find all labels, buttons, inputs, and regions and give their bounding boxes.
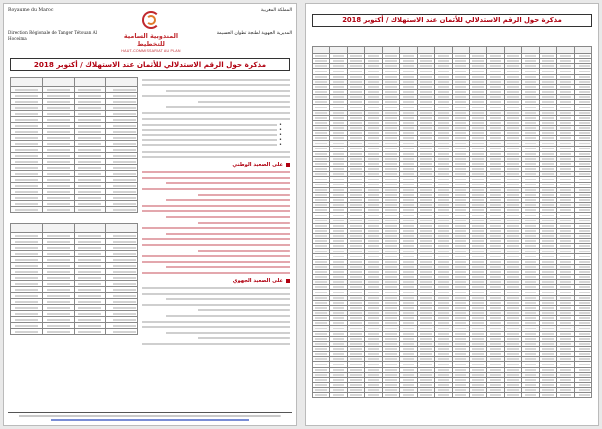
table-cell: [42, 165, 74, 171]
national-paragraph: [142, 170, 290, 275]
row-label: [106, 207, 138, 213]
table-cell: [11, 329, 43, 335]
table-cell: [11, 141, 43, 147]
text-line: [142, 325, 290, 329]
table-cell: [11, 171, 43, 177]
table-cell: [74, 239, 106, 245]
column-header: [469, 47, 486, 54]
table-cell: [42, 183, 74, 189]
table-cell: [347, 393, 364, 398]
table-cell: [42, 99, 74, 105]
footer-line: [51, 418, 250, 422]
table-cell: [382, 393, 399, 398]
table-cell: [11, 287, 43, 293]
table-cell: [42, 141, 74, 147]
column-header: [539, 47, 556, 54]
column-header: [487, 47, 504, 54]
table-cell: [42, 299, 74, 305]
column-header: [11, 78, 43, 87]
table-cell: [74, 111, 106, 117]
table-cell: [11, 99, 43, 105]
table-cell: [42, 293, 74, 299]
table-cell: [417, 393, 434, 398]
text-line: [142, 170, 290, 174]
table-cell: [42, 117, 74, 123]
table-cell: [400, 393, 417, 398]
table-cell: [435, 393, 452, 398]
text-line: [142, 117, 290, 121]
column-header: [574, 47, 591, 54]
table-cell: [74, 281, 106, 287]
table-cell: [74, 233, 106, 239]
table-cell: [11, 135, 43, 141]
table-cell: [11, 311, 43, 317]
table-cell: [42, 269, 74, 275]
column-header: [417, 47, 434, 54]
column-header: [42, 224, 74, 233]
table-cell: [11, 165, 43, 171]
table-cell: [74, 251, 106, 257]
table-cell: [42, 323, 74, 329]
table-cell: [42, 111, 74, 117]
table-cell: [365, 393, 382, 398]
city-table-wrapper: [312, 46, 592, 401]
table-cell: [42, 281, 74, 287]
text-line: [166, 182, 290, 186]
table-cell: [11, 147, 43, 153]
table-cell: [74, 93, 106, 99]
table-cell: [42, 207, 74, 213]
table-cell: [11, 257, 43, 263]
column-header: [435, 47, 452, 54]
table-cell: [11, 117, 43, 123]
table-cell: [11, 111, 43, 117]
column-header: [106, 78, 138, 87]
table-cell: [11, 87, 43, 93]
text-line: [198, 193, 290, 197]
table-cell: [42, 105, 74, 111]
table-cell: [74, 159, 106, 165]
table-cell: [42, 311, 74, 317]
table-cell: [42, 251, 74, 257]
table-cell: [11, 183, 43, 189]
table-cell: [74, 293, 106, 299]
hcp-logo: [111, 9, 191, 53]
bulletin-page-1: [3, 3, 297, 426]
table-cell: [11, 123, 43, 129]
direction-name-ar: المديرية الجهوية لطنجة تطوان الحسيمة: [216, 30, 292, 36]
table-cell: [330, 393, 347, 398]
page-footer: [8, 412, 292, 422]
table-cell: [74, 207, 106, 213]
table-row: [11, 207, 138, 213]
text-line: [142, 176, 290, 180]
square-bullet-icon: [286, 163, 290, 167]
country-name-ar: المملكة المغربية: [260, 8, 292, 13]
table-cell: [11, 305, 43, 311]
text-line: [166, 314, 290, 318]
text-line: [142, 150, 290, 154]
logo-text-fr: HAUT-COMMISSARIAT AU PLAN: [121, 49, 181, 53]
logo-text-ar: المندوبية السامية للتخطيط: [123, 32, 179, 48]
text-line: [166, 198, 290, 202]
table-cell: [469, 393, 486, 398]
table-cell: [74, 311, 106, 317]
text-line: [166, 331, 290, 335]
text-line: [142, 204, 290, 208]
table-cell: [11, 251, 43, 257]
table-cell: [74, 153, 106, 159]
text-line: [142, 260, 290, 264]
text-line: [142, 243, 290, 247]
table-cell: [74, 147, 106, 153]
table-cell: [11, 153, 43, 159]
text-line: [142, 78, 290, 82]
text-line: [142, 155, 290, 159]
hcp-emblem-icon: [140, 9, 162, 31]
table-2: [10, 223, 138, 335]
text-line: [142, 254, 290, 258]
table-cell: [11, 263, 43, 269]
section-heading-regional: [142, 278, 290, 284]
outro-paragraph: [142, 150, 290, 160]
table-cell: [42, 153, 74, 159]
table-cell: [74, 183, 106, 189]
text-line: [166, 89, 290, 93]
table-cell: [74, 129, 106, 135]
table-cell: [74, 329, 106, 335]
table-cell: [74, 189, 106, 195]
tables-column: [10, 76, 138, 335]
column-header: [313, 47, 330, 54]
table-cell: [74, 257, 106, 263]
table-cell: [74, 287, 106, 293]
table-cell: [11, 177, 43, 183]
table-cell: [11, 233, 43, 239]
table-cell: [452, 393, 469, 398]
table-cell: [74, 269, 106, 275]
letterhead-arabic: [196, 8, 292, 36]
table-cell: [74, 105, 106, 111]
table-cell: [74, 141, 106, 147]
table-cell: [74, 201, 106, 207]
table-cell: [11, 189, 43, 195]
table-row: [11, 329, 138, 335]
text-line: [142, 237, 290, 241]
table-cell: [74, 263, 106, 269]
column-header: [330, 47, 347, 54]
column-header: [522, 47, 539, 54]
column-header: [106, 224, 138, 233]
table-cell: [11, 323, 43, 329]
table-cell: [42, 195, 74, 201]
bulletin-page-2: [305, 3, 599, 426]
text-line: [142, 111, 290, 115]
page-2-title: مذكرة حول الرقم الاستدلالي للأثمان عند الاستهلاك / أكتوبر 2018: [312, 14, 592, 27]
column-header: [382, 47, 399, 54]
text-line: [166, 232, 290, 236]
table-cell: [42, 287, 74, 293]
table-cell: [74, 177, 106, 183]
table-cell: [11, 245, 43, 251]
text-line: [142, 342, 290, 346]
text-line: [142, 286, 290, 290]
intro-paragraph: [142, 78, 290, 121]
column-header: [504, 47, 521, 54]
column-header: [557, 47, 574, 54]
text-line: [142, 94, 290, 98]
bullet-item: [142, 143, 282, 148]
table-cell: [11, 317, 43, 323]
table-cell: [74, 317, 106, 323]
table-cell: [522, 393, 539, 398]
table-cell: [42, 275, 74, 281]
text-line: [198, 100, 290, 104]
text-line: [198, 221, 290, 225]
country-name-fr: Royaume du Maroc: [8, 8, 54, 13]
letterhead: [8, 7, 292, 62]
table-cell: [11, 281, 43, 287]
table-cell: [42, 201, 74, 207]
table-cell: [74, 195, 106, 201]
table-cell: [74, 165, 106, 171]
table-1: [10, 77, 138, 213]
text-line: [166, 297, 290, 301]
table-cell: [11, 201, 43, 207]
table-cell: [539, 393, 556, 398]
table-row: [313, 393, 592, 398]
text-line: [142, 210, 290, 214]
city-index-table: [312, 46, 592, 398]
table-cell: [42, 263, 74, 269]
table-cell: [42, 177, 74, 183]
text-line: [142, 226, 290, 230]
table-cell: [11, 275, 43, 281]
table-cell: [42, 189, 74, 195]
table-cell: [74, 323, 106, 329]
table-cell: [74, 305, 106, 311]
table-cell: [11, 159, 43, 165]
document-title: مذكرة حول الرقم الاستدلالي للأثمان عند الاستهلاك / أكتوبر 2018: [10, 58, 290, 71]
table-cell: [487, 393, 504, 398]
column-header: [74, 78, 106, 87]
table-cell: [11, 299, 43, 305]
table-cell: [11, 207, 43, 213]
text-line: [142, 271, 290, 275]
table-cell: [11, 269, 43, 275]
table-cell: [42, 147, 74, 153]
table-cell: [42, 93, 74, 99]
text-line: [142, 320, 290, 324]
table-cell: [74, 99, 106, 105]
table-cell: [11, 129, 43, 135]
table-cell: [74, 117, 106, 123]
table-cell: [74, 135, 106, 141]
section-heading-regional-text: على الصعيد الجهوي: [232, 278, 283, 285]
section-heading-national: [142, 162, 290, 168]
table-cell: [11, 239, 43, 245]
direction-name-fr: Direction Régionale de Tanger Tétouan Al Hoceima: [8, 30, 97, 41]
text-line: [142, 303, 290, 307]
table-cell: [42, 135, 74, 141]
table-cell: [42, 87, 74, 93]
table-cell: [74, 123, 106, 129]
table-cell: [42, 129, 74, 135]
column-header: [452, 47, 469, 54]
text-line: [142, 292, 290, 296]
table-cell: [11, 105, 43, 111]
table-cell: [11, 93, 43, 99]
table-cell: [42, 317, 74, 323]
table-cell: [74, 171, 106, 177]
table-cell: [74, 275, 106, 281]
table-cell: [11, 195, 43, 201]
table-cell: [42, 233, 74, 239]
text-line: [198, 308, 290, 312]
row-label: [106, 329, 138, 335]
table-cell: [42, 239, 74, 245]
column-header: [400, 47, 417, 54]
text-line: [198, 249, 290, 253]
column-header: [42, 78, 74, 87]
table-cell: [74, 87, 106, 93]
text-line: [142, 187, 290, 191]
letterhead-french: [8, 8, 104, 41]
square-bullet-icon: [286, 279, 290, 283]
table-cell: [42, 329, 74, 335]
row-label: [574, 393, 591, 398]
table-cell: [42, 123, 74, 129]
column-header: [347, 47, 364, 54]
text-line: [166, 215, 290, 219]
regional-paragraph: [142, 286, 290, 346]
table-cell: [42, 171, 74, 177]
column-header: [365, 47, 382, 54]
table-cell: [11, 293, 43, 299]
table-cell: [42, 245, 74, 251]
text-line: [166, 106, 290, 110]
table-cell: [74, 245, 106, 251]
table-cell: [74, 299, 106, 305]
column-header: [74, 224, 106, 233]
text-line: [198, 336, 290, 340]
table-cell: [557, 393, 574, 398]
table-cell: [504, 393, 521, 398]
bullet-list: [142, 123, 282, 148]
section-heading-national-text: على الصعيد الوطني: [232, 162, 283, 169]
table-cell: [313, 393, 330, 398]
column-header: [11, 224, 43, 233]
table-cell: [42, 257, 74, 263]
text-column: [142, 76, 290, 348]
table-cell: [42, 305, 74, 311]
text-line: [142, 83, 290, 87]
table-cell: [42, 159, 74, 165]
text-line: [166, 265, 290, 269]
